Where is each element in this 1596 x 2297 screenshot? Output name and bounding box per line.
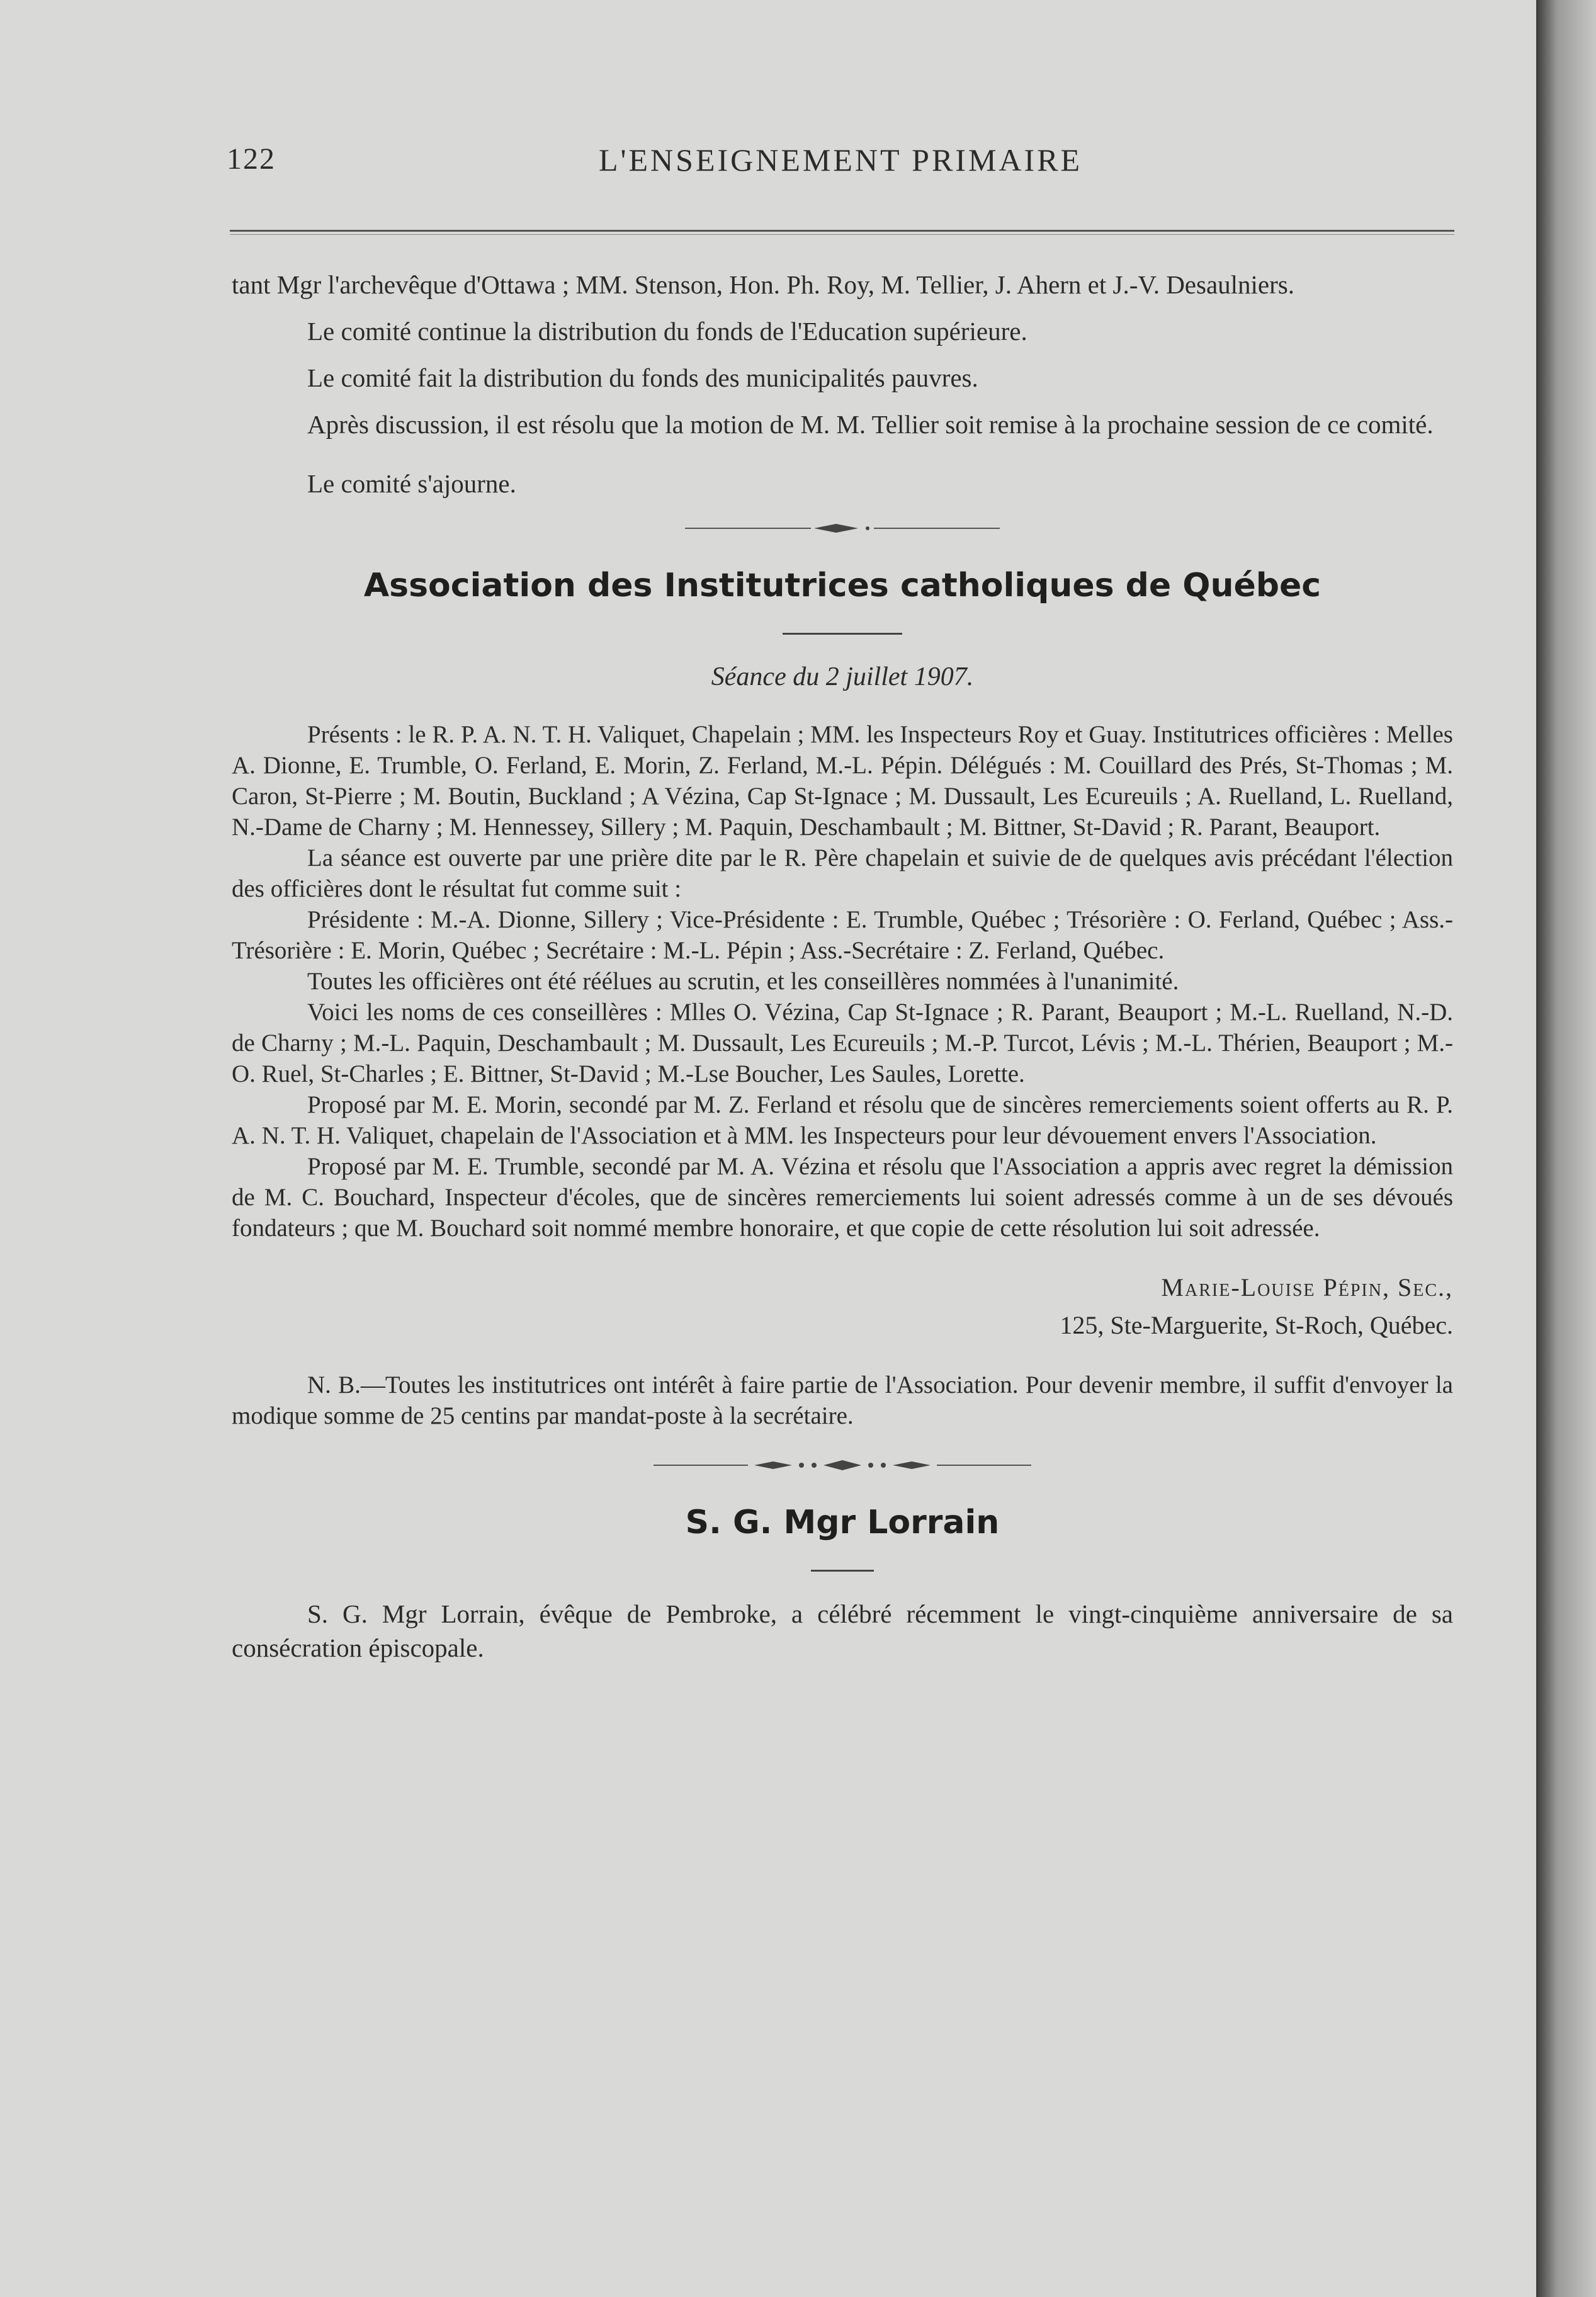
title-rule [783,633,902,635]
session-date: Séance du 2 juillet 1907. [711,662,974,691]
header-rule-thin [230,234,1454,235]
page-header [227,142,1454,186]
minutes-paragraph-opening: La séance est ouverte par une prière dite par le R. Père chapelain et suivie de de quelques avis précédant l'élection des officières dont le résultat fut comme suit : [232,844,1453,902]
intro-paragraph-3: Le comité fait la distribution du fonds des municipalités pauvres. [307,363,978,392]
minutes-paragraph-thanks: Proposé par M. E. Morin, secondé par M. Z. Ferland et résolu que de sincères remerciements soient offerts au R. P. A. N. T. H. Valiquet, chapelain de l'Association et à MM. les Inspecteurs pour leur dévouement envers l'Association. [232,1091,1453,1149]
minutes-paragraph-officers: Présidente : M.-A. Dionne, Sillery ; Vice-Présidente : E. Trumble, Québec ; Trésorière : O. Ferland, Québec ; Ass.-Trésorière : E. Morin, Québec ; Secrétaire : M.-L. Pépin ; Ass.-Secrétaire : Z. Ferland, Québec. [232,906,1453,964]
intro-paragraph-1: tant Mgr l'archevêque d'Ottawa ; MM. Stenson, Hon. Ph. Roy, M. Tellier, J. Ahern et J.-V. Desaulniers. [232,270,1294,299]
intro-paragraph-4: Après discussion, il est résolu que la motion de M. M. Tellier soit remise à la prochaine session de ce comité. [307,410,1434,439]
intro-paragraph-2: Le comité continue la distribution du fonds de l'Education supérieure. [307,317,1027,346]
minutes-paragraph-resignation: Proposé par M. E. Trumble, secondé par M. A. Vézina et résolu que l'Association a appris avec regret la démission de M. C. Bouchard, Inspecteur d'écoles, que de sincères remerciements lui soient adressés comme à un de ses dévoués fondateurs ; que M. Bouchard soit nommé membre honoraire, et que copie de cette résolution lui soit adressée. [232,1153,1453,1242]
header-rule [230,230,1454,232]
section-title-association: Association des Institutrices catholiques de Québec [363,567,1322,604]
minutes-paragraph-councillors: Voici les noms de ces conseillères : Mlles O. Vézina, Cap St-Ignace ; R. Parant, Beauport ; M.-L. Ruelland, N.-D. de Charny ; M.-L. Paquin, Deschambault ; M. Dussault, Les Ecureuils ; M.-P. Turcot, Lévis ; M.-L. Thérien, Beauport ; M.-O. Ruel, St-Charles ; E. Bittner, St-David ; M.-Lse Boucher, Les Saules, Lorette. [232,999,1453,1087]
secretary-address: 125, Ste-Marguerite, St-Roch, Québec. [1060,1311,1453,1339]
ornament-divider-2-icon [654,1456,1031,1475]
minutes-paragraph-reelection: Toutes les officières ont été réélues au scrutin, et les conseillères nommées à l'unanimité. [307,968,1179,995]
title-rule-2 [811,1570,874,1572]
nota-bene: N. B.—Toutes les institutrices ont intérêt à faire partie de l'Association. Pour devenir membre, il suffit d'envoyer la modique somme de 25 centins par mandat-poste à la secrétaire. [232,1371,1453,1429]
section-title-lorrain: S. G. Mgr Lorrain [685,1504,1000,1541]
lorrain-paragraph: S. G. Mgr Lorrain, évêque de Pembroke, a célébré récemment le vingt-cinquième anniversaire de sa consécration épiscopale. [232,1599,1453,1662]
association-minutes [232,719,1453,1244]
article-body [232,268,1453,1665]
ornament-divider-icon [685,519,1000,538]
ornament-divider [232,513,1453,551]
ornament-divider-2 [232,1450,1453,1488]
page-edge-shadow [1536,0,1596,2297]
page-number: 122 [227,142,276,176]
running-title: L'ENSEIGNEMENT PRIMAIRE [598,142,1083,178]
signature: Marie-Louise Pépin, Sec., [1161,1273,1453,1302]
minutes-paragraph-present: Présents : le R. P. A. N. T. H. Valiquet, Chapelain ; MM. les Inspecteurs Roy et Guay. Institutrices officières : Melles A. Dionne, E. Trumble, O. Ferland, E. Morin, Z. Ferland, M.-L. Pépin. Délégués : M. Couillard des Prés, St-Thomas ; M. Caron, St-Pierre ; M. Boutin, Buckland ; A Vézina, Cap St-Ignace ; M. Dussault, Les Ecureuils ; A. Ruelland, L. Ruelland, N.-Dame de Charny ; M. Hennessey, Sillery ; M. Paquin, Deschambault ; M. Bittner, St-David ; R. Parant, Beauport. [232,721,1453,841]
intro-paragraph-5: Le comité s'ajourne. [307,469,516,498]
